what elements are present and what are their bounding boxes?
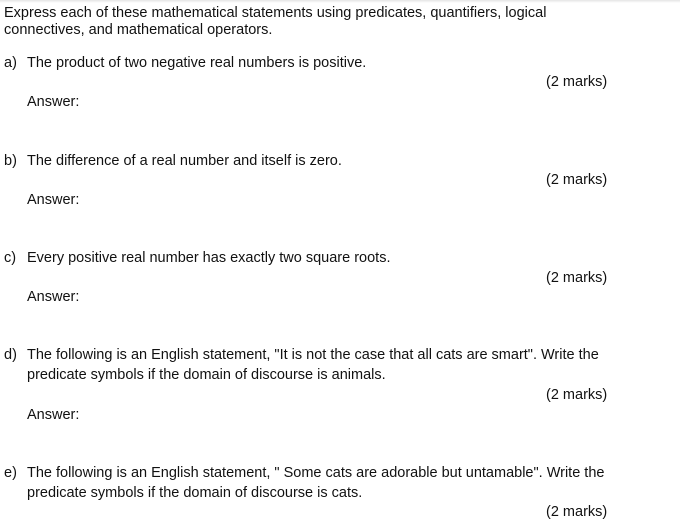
question-marks: (2 marks) — [546, 387, 608, 403]
question-letter: d) — [4, 347, 17, 363]
answer-label: Answer: — [27, 94, 80, 110]
question-marks: (2 marks) — [546, 504, 608, 520]
answer-label: Answer: — [27, 192, 80, 208]
question-text: The product of two negative real numbers is positive. — [27, 55, 367, 71]
question-text: The following is an English statement, " Some cats are adorable but untamable". Write the predicate symbols if the domain of discourse is cats. — [27, 465, 605, 501]
question-letter: e) — [4, 465, 17, 481]
question-text: Every positive real number has exactly two square roots. — [27, 250, 391, 266]
page-top-edge — [0, 0, 680, 3]
answer-label: Answer: — [27, 289, 80, 305]
question-letter: b) — [4, 153, 17, 169]
answer-label: Answer: — [27, 407, 80, 423]
question-text: The following is an English statement, "It is not the case that all cats are smart". Write the predicate symbols if the domain of discourse is animals. — [27, 347, 599, 383]
question-letter: c) — [4, 250, 17, 266]
question-text: The difference of a real number and itself is zero. — [27, 153, 342, 169]
question-marks: (2 marks) — [546, 270, 608, 286]
instructions: Express each of these mathematical statements using predicates, quantifiers, logical connectives, and mathematical operators. — [4, 5, 547, 38]
question-letter: a) — [4, 55, 17, 71]
question-marks: (2 marks) — [546, 172, 608, 188]
question-marks: (2 marks) — [546, 74, 608, 90]
